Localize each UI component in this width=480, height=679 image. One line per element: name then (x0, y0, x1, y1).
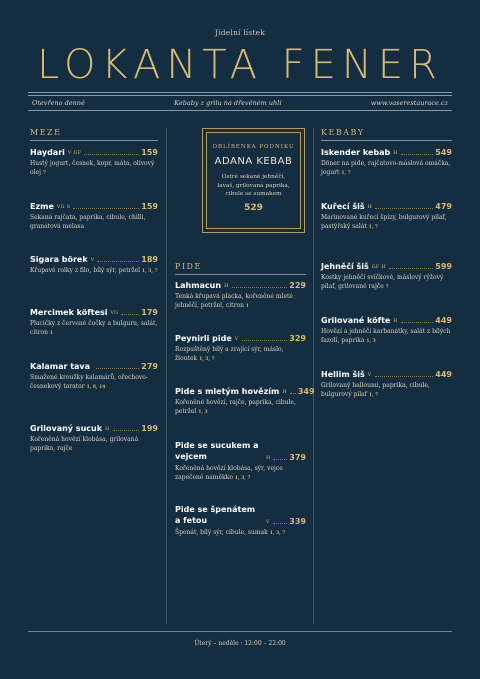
item-description: Rozpuštěný bílý a zrající sýr, máslo, žloutek 1, 3, 7 (175, 346, 284, 362)
item-price: 549 (435, 148, 452, 157)
allergen-tags: V (90, 258, 95, 263)
section-rule-kebaby (321, 140, 452, 141)
item-description: Smažené kroužky kalamárů, ořechovo-česnekový tarator 1, 8, 14 (30, 374, 148, 390)
allergen-numbers: 1, 7 (341, 171, 351, 176)
item-price: 379 (289, 453, 306, 462)
dot-leader (121, 314, 139, 315)
menu-item (175, 334, 306, 364)
allergen-tags: H (282, 390, 287, 395)
item-description: Kořeněné hovězí, rajče, paprika, cibule, petržel 1, 3 (175, 399, 296, 415)
opening-hours: Úterý – neděle · 12:00 – 22:00 (194, 640, 286, 647)
featured-price: 529 (244, 202, 263, 213)
item-description: Křupavé rolky z filo, bílý sýr, petržel 1, 3, 7 (30, 267, 158, 274)
menu-item (321, 370, 452, 400)
item-description: Tenká křupavá placka, kořeněné mleté jehněčí, petržel, citron 1 (175, 293, 293, 309)
website-link[interactable]: www.vaserestaurace.cz (370, 99, 448, 107)
dot-leader (273, 459, 287, 460)
menu-item (321, 148, 452, 178)
allergen-tags: V (234, 337, 239, 342)
menu-kicker: Jídelní lístek (214, 28, 266, 37)
allergen-tags: V GF (67, 151, 82, 156)
featured-dish-inner-frame (206, 132, 301, 229)
allergen-numbers: 1, 3, 7 (199, 357, 215, 362)
allergen-tags: VG (110, 311, 119, 316)
item-description: Sekaná rajčata, paprika, cibule, chilli, granátová melasa (30, 214, 146, 230)
header-subline (32, 99, 448, 107)
dot-leader (401, 322, 433, 323)
dot-leader (96, 368, 139, 369)
allergen-numbers: 1, 7 (368, 393, 379, 398)
item-price: 159 (141, 202, 158, 211)
section-heading-pide: PIDE (175, 262, 202, 271)
item-name: Pide se špenátem a fetou (175, 505, 256, 525)
section-heading-kebaby: KEBABY (321, 128, 365, 137)
item-description: Kostky jehněčí svíčkové, máslový rýžový pilaf, grilované rajče 7 (321, 274, 444, 290)
opening-note: Otevřeno denně (32, 99, 85, 107)
item-price: 449 (435, 316, 452, 325)
allergen-numbers: 1 (49, 331, 54, 336)
item-description: Kořeněná hovězí klobása, sýr, vejce zapečené naměkko 1, 3, 7 (175, 465, 283, 481)
item-name: Lahmacun (175, 281, 222, 290)
column-divider-right (313, 128, 314, 624)
item-description: Kořeněná hovězí klobása, grilovaná paprika, rajče (30, 436, 139, 452)
menu-item (175, 387, 315, 417)
section-heading-meze: MEZE (30, 128, 62, 137)
item-name: Mercimek köftesi (30, 308, 108, 317)
allergen-tags: GF H (371, 265, 386, 270)
section-rule-meze (30, 140, 158, 141)
menu-item (30, 202, 158, 231)
allergen-numbers: 7 (385, 285, 389, 290)
allergen-numbers: 1, 3, 7 (234, 476, 251, 481)
dot-leader (273, 523, 288, 524)
item-name: Haydari (30, 148, 65, 157)
header-rule-bottom (28, 110, 452, 111)
allergen-tags: H (393, 151, 398, 156)
menu-item (175, 440, 306, 483)
dot-leader (97, 261, 139, 262)
allergen-numbers: 1, 8, 14 (86, 385, 106, 390)
allergen-tags: V (367, 373, 372, 378)
section-rule-pide (175, 274, 306, 275)
item-price: 479 (435, 202, 452, 211)
dot-leader (401, 154, 434, 155)
item-name: Jehněčí šiš (321, 262, 369, 271)
dot-leader (389, 268, 433, 269)
allergen-tags: V (266, 520, 270, 525)
featured-title: ADANA KEBAB (214, 156, 293, 167)
item-price: 599 (435, 262, 452, 271)
menu-item (175, 281, 306, 311)
featured-description: Ostré sekané jehněčí, lavaš, grilovaná paprika, cibule se sumakem (217, 174, 290, 197)
item-price: 199 (141, 424, 158, 433)
item-description: Špenát, bílý sýr, cibule, sumak 1, 3, 7 (175, 529, 286, 536)
item-name: Pide s mletým hovězím (175, 387, 280, 396)
allergen-tags: H (224, 284, 229, 289)
menu-item (321, 262, 452, 292)
dot-leader (73, 208, 139, 209)
item-name: Grilované köfte (321, 316, 391, 325)
item-name: Hellim šiš (321, 370, 365, 379)
allergen-tags: H (367, 205, 373, 210)
item-price: 229 (289, 281, 306, 290)
allergen-numbers: 1 (245, 304, 249, 309)
menu-item (30, 148, 158, 178)
item-price: 449 (435, 370, 452, 379)
dot-leader (375, 376, 434, 377)
menu-item (30, 424, 158, 453)
item-name: Peynirli pide (175, 334, 232, 343)
header-rule-top (28, 92, 452, 93)
item-description: Döner na pide, rajčatovo-máslová omáčka, jogurt 1, 7 (321, 160, 451, 176)
item-price: 349 (297, 387, 315, 396)
allergen-numbers: 1, 3 (198, 410, 208, 415)
dot-leader (232, 287, 288, 288)
item-name: Sigara börek (30, 255, 88, 264)
dot-leader (113, 430, 140, 431)
column-divider-left (166, 128, 167, 624)
menu-item (30, 308, 158, 338)
allergen-numbers: 1, 3, 7 (141, 269, 158, 274)
footer-rule (28, 631, 452, 632)
allergen-numbers: 1, 3, 7 (269, 531, 286, 536)
dot-leader (84, 154, 139, 155)
dot-leader (375, 208, 433, 209)
dot-leader (290, 393, 296, 394)
item-price: 159 (141, 148, 158, 157)
allergen-tags: H (393, 319, 398, 324)
item-name: Pide se sucukem a vejcem (175, 441, 259, 461)
item-price: 179 (141, 308, 158, 317)
allergen-numbers: 7 (42, 171, 47, 176)
tagline: Kebaby z grilu na dřevěném uhlí (174, 99, 282, 107)
restaurant-name: LOKANTA FENER (37, 42, 443, 88)
menu-item (30, 362, 158, 392)
allergen-tags: H (266, 456, 271, 461)
menu-item (321, 316, 452, 346)
dot-leader (242, 340, 288, 341)
item-name: Kuřecí šiš (321, 202, 365, 211)
menu-item (30, 255, 158, 276)
item-price: 189 (141, 255, 158, 264)
item-price: 339 (289, 517, 306, 526)
item-name: Iskender kebab (321, 148, 391, 157)
item-description: Marinované kuřecí špízy, bulgurový pilaf, pastýřský salát 1, 7 (321, 214, 447, 230)
item-description: Grilovaný halloumi, paprika, cibule, bulgurový pilaf 1, 7 (321, 382, 430, 398)
item-price: 279 (141, 362, 158, 371)
item-name: Grilovaný sucuk (30, 424, 103, 433)
featured-kicker: OBLÍBENKA PODNIKU (212, 144, 295, 150)
allergen-numbers: 1, 7 (368, 225, 379, 230)
featured-dish-box (202, 128, 305, 233)
item-description: Hovězí a jehněčí karbanátky, salát z bílých fazolí, paprika 1, 3 (321, 328, 451, 344)
allergen-tags: H (105, 427, 110, 432)
header-rule-top-double (28, 95, 452, 96)
allergen-tags: VG S (56, 205, 71, 210)
menu-item (321, 202, 452, 232)
item-description: Hustý jogurt, česnek, kopr, máta, olivový olej 7 (30, 160, 155, 176)
item-price: 329 (289, 334, 306, 343)
item-description: Placičky z červené čočky a bulguru, salát, citron 1 (30, 320, 158, 336)
item-name: Kalamar tava (30, 362, 91, 371)
menu-item (175, 504, 306, 538)
item-name: Ezme (30, 202, 54, 211)
allergen-numbers: 1, 3 (366, 339, 376, 344)
